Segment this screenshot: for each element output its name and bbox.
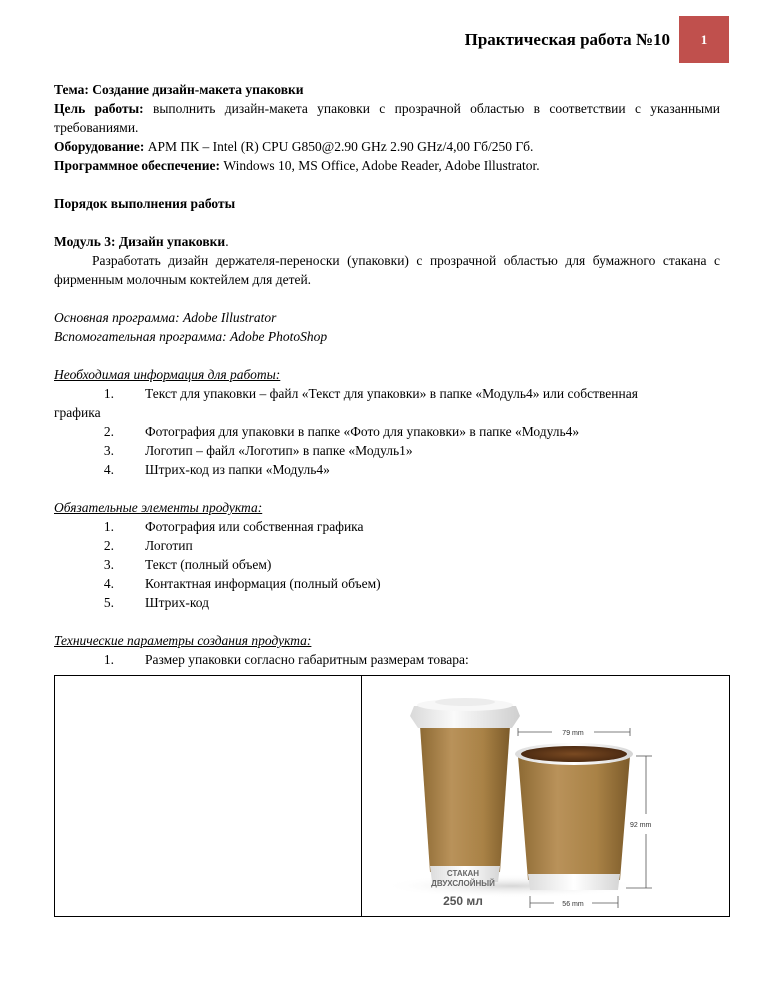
software-line bbox=[54, 156, 720, 175]
list-item bbox=[54, 555, 720, 574]
list-item bbox=[54, 517, 720, 536]
cups-image bbox=[362, 676, 729, 916]
dimension-top-label: 79 mm bbox=[562, 730, 584, 737]
required-heading: Обязательные элементы продукта: bbox=[54, 500, 263, 515]
main-program: Основная программа: Adobe Illustrator bbox=[54, 310, 277, 325]
list-text-continuation: графика bbox=[54, 405, 101, 420]
list-number: 2. bbox=[103, 424, 114, 439]
list-item bbox=[54, 422, 720, 441]
list-item bbox=[54, 441, 720, 460]
list-text: Фотография или собственная графика bbox=[145, 519, 364, 534]
goal-label: Цель работы: bbox=[54, 101, 144, 116]
list-number: 1. bbox=[103, 652, 114, 667]
cup-caption-volume: 250 мл bbox=[443, 894, 483, 908]
info-heading: Необходимая информация для работы: bbox=[54, 367, 281, 382]
coffee-surface bbox=[521, 746, 627, 762]
large-cup-sleeve bbox=[420, 726, 510, 872]
goal-text: выполнить дизайн-макета упаковки с прозрачной областью в соответствии с указанными требованиями. bbox=[54, 101, 721, 135]
dimension-bottom-label: 56 mm bbox=[562, 901, 584, 908]
list-number: 4. bbox=[103, 462, 114, 477]
module-line bbox=[54, 232, 720, 251]
topic-line: Тема: Создание дизайн-макета упаковки bbox=[54, 82, 304, 97]
cups-illustration bbox=[362, 676, 730, 916]
list-text: Штрих-код из папки «Модуль4» bbox=[145, 462, 330, 477]
document-title: Практическая работа №10 bbox=[464, 30, 670, 49]
list-text: Размер упаковки согласно габаритным размерам товара: bbox=[145, 652, 469, 667]
list-number: 1. bbox=[103, 519, 114, 534]
module-task-text: Разработать дизайн держателя-переноски (упаковки) с прозрачной областью для бумажного стакана с фирменным молочным коктейлем для детей. bbox=[54, 253, 720, 287]
list-number: 3. bbox=[103, 557, 114, 572]
large-cup-lid-dome bbox=[435, 698, 495, 706]
list-number: 2. bbox=[103, 538, 114, 553]
cup-caption-line2: ДВУХСЛОЙНЫЙ bbox=[431, 879, 495, 888]
tech-heading: Технические параметры создания продукта: bbox=[54, 633, 312, 648]
list-number: 5. bbox=[103, 595, 114, 610]
page-number-badge: 1 bbox=[679, 16, 729, 63]
list-number: 3. bbox=[103, 443, 114, 458]
list-text: Фотография для упаковки в папке «Фото для упаковки» в папке «Модуль4» bbox=[145, 424, 580, 439]
cup-caption-line1: СТАКАН bbox=[446, 869, 480, 878]
software-label: Программное обеспечение: bbox=[54, 158, 220, 173]
document-body bbox=[54, 80, 720, 669]
list-item bbox=[54, 593, 720, 612]
equipment-label: Оборудование: bbox=[54, 139, 145, 154]
list-item bbox=[54, 460, 720, 479]
small-cup-bottom bbox=[528, 874, 620, 890]
list-text: Логотип – файл «Логотип» в папке «Модуль1» bbox=[145, 443, 413, 458]
large-cup bbox=[410, 698, 520, 882]
dimension-right-label: 92 mm bbox=[630, 822, 652, 829]
small-cup bbox=[515, 743, 633, 890]
module-dot: . bbox=[225, 234, 229, 249]
list-item bbox=[54, 536, 720, 555]
image-table bbox=[54, 675, 730, 917]
procedure-heading: Порядок выполнения работы bbox=[54, 196, 236, 211]
list-item bbox=[54, 574, 720, 593]
equipment-text: АРМ ПК – Intel (R) CPU G850@2.90 GHz 2.90 GHz/4,00 Гб/250 Гб. bbox=[147, 139, 534, 154]
small-cup-sleeve bbox=[518, 756, 630, 880]
goal-line bbox=[54, 99, 720, 137]
list-number: 1. bbox=[103, 386, 114, 401]
software-text: Windows 10, MS Office, Adobe Reader, Adobe Illustrator. bbox=[223, 158, 540, 173]
list-text: Логотип bbox=[145, 538, 193, 553]
list-text: Штрих-код bbox=[145, 595, 210, 610]
list-text: Текст для упаковки – файл «Текст для упаковки» в папке «Модуль4» или собственная bbox=[145, 386, 638, 401]
list-text: Контактная информация (полный объем) bbox=[145, 576, 381, 591]
module-label: Модуль 3: Дизайн упаковки bbox=[54, 234, 226, 249]
list-item bbox=[54, 384, 720, 403]
equipment-line bbox=[54, 137, 720, 156]
list-number: 4. bbox=[103, 576, 114, 591]
list-text: Текст (полный объем) bbox=[145, 557, 272, 572]
aux-program: Вспомогательная программа: Adobe PhotoShop bbox=[54, 329, 328, 344]
list-item bbox=[54, 650, 720, 669]
